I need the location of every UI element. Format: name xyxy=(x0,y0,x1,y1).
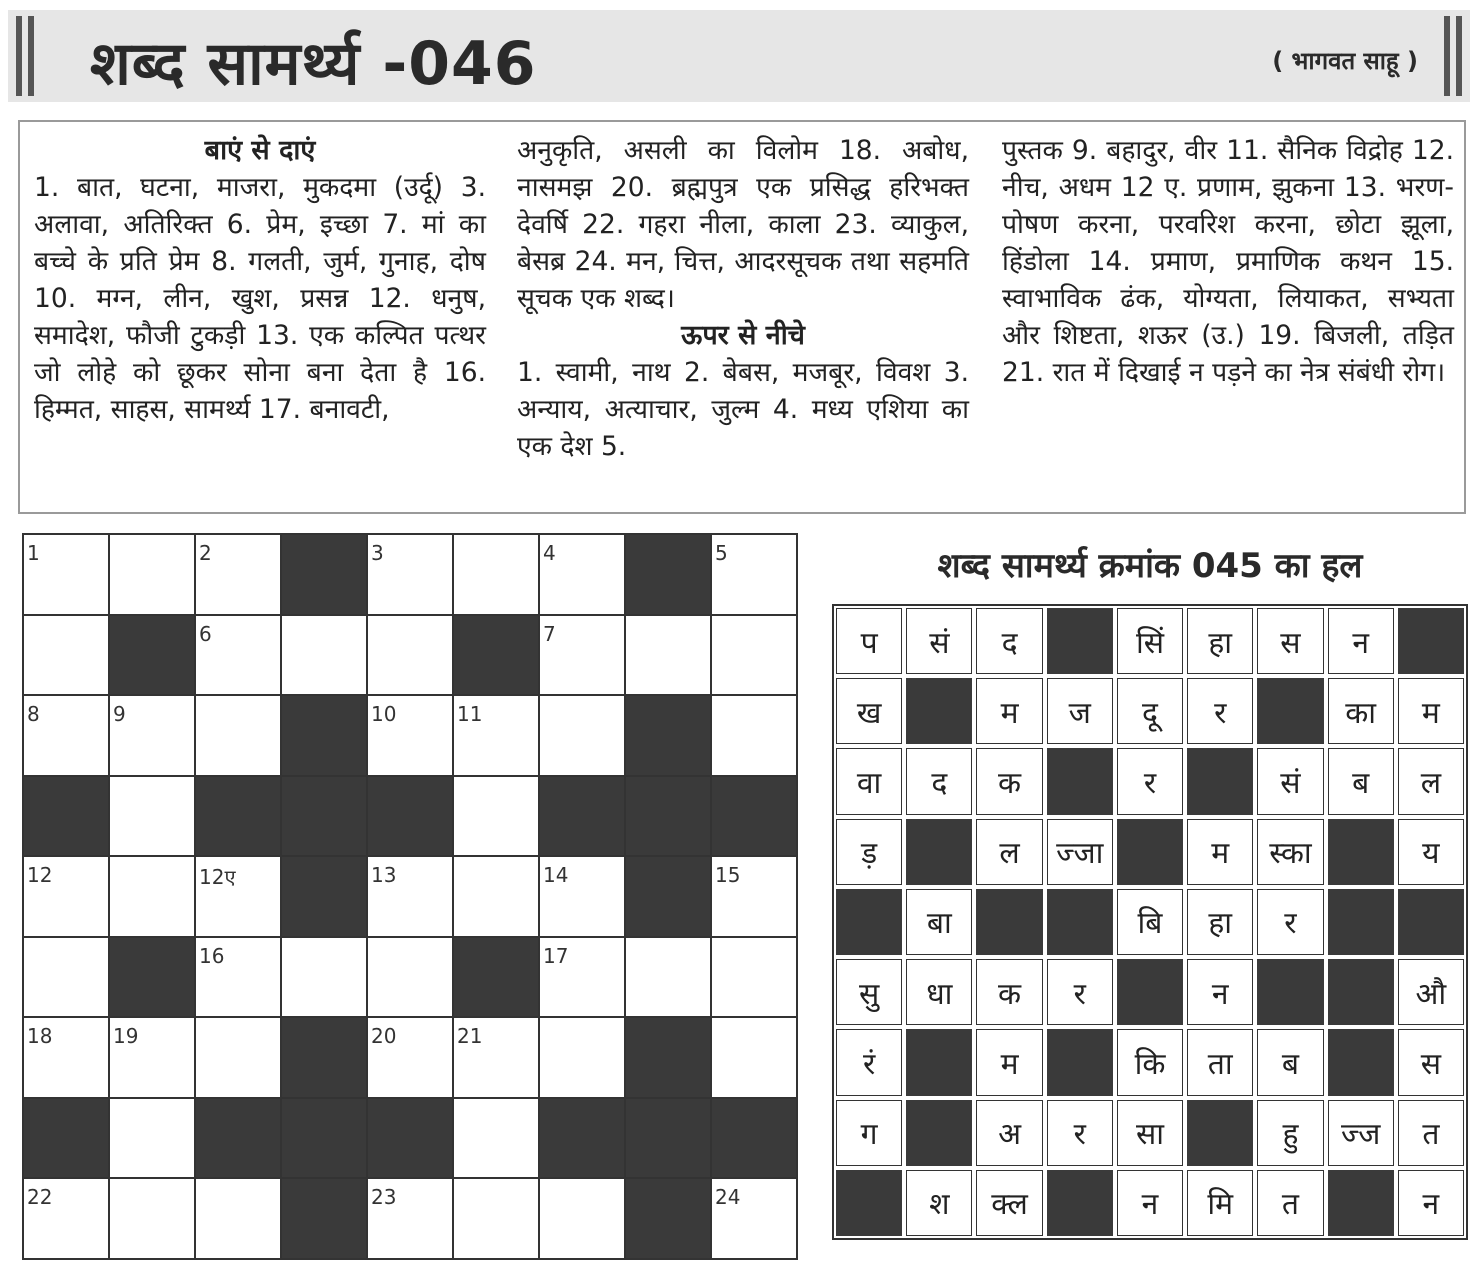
grid-cell[interactable] xyxy=(196,1179,280,1258)
solution-cell: न xyxy=(1117,1170,1183,1236)
grid-cell[interactable] xyxy=(712,696,796,775)
grid-cell-black xyxy=(540,777,624,856)
header-bar-left-inner xyxy=(28,16,34,96)
clue-number: 16 xyxy=(199,943,225,968)
grid-cell-black xyxy=(626,1179,710,1258)
solution-cell-black xyxy=(976,889,1042,955)
solution-cell-black xyxy=(1117,819,1183,885)
grid-cell-black xyxy=(626,696,710,775)
grid-cell-black xyxy=(196,777,280,856)
solution-cell: म xyxy=(976,1029,1042,1095)
clue-number: 13 xyxy=(371,863,397,888)
solution-cell: दू xyxy=(1117,678,1183,744)
grid-cell[interactable] xyxy=(24,1018,108,1097)
grid-cell-black xyxy=(454,616,538,695)
solution-cell: ब xyxy=(1257,1029,1323,1095)
grid-cell[interactable] xyxy=(712,938,796,1017)
solution-cell: क्ल xyxy=(976,1170,1042,1236)
solution-cell: हु xyxy=(1257,1100,1323,1166)
solution-cell: रं xyxy=(836,1029,902,1095)
grid-cell[interactable] xyxy=(110,777,194,856)
grid-cell[interactable] xyxy=(110,535,194,614)
grid-cell-black xyxy=(282,1099,366,1178)
clues-column-2 xyxy=(517,132,969,465)
solution-cell: सा xyxy=(1117,1100,1183,1166)
grid-cell[interactable] xyxy=(368,1018,452,1097)
header-bar-right xyxy=(1456,16,1462,96)
clue-number: 24 xyxy=(715,1185,741,1210)
across-clues-text: 1. बात, घटना, माजरा, मुकदमा (उर्दू) 3. अलावा, अतिरिक्त 6. प्रेम, इच्छा 7. मां का बच्चे के प्रति प्रेम 8. गलती, जुर्म, गुनाह, दोष 10. मग्न, लीन, खुश, प्रसन्न 12. धनुष, समादेश, फौजी टुकड़ी 13. एक कल्पित पत्थर जो लोहे को छूकर सोना बना देता है 16. हिम्मत, साहस, सामर्थ्य 17. बनावटी, xyxy=(34,172,486,425)
grid-cell-black xyxy=(454,938,538,1017)
solution-cell: अ xyxy=(976,1100,1042,1166)
grid-cell[interactable] xyxy=(540,938,624,1017)
grid-cell[interactable] xyxy=(540,1018,624,1097)
grid-cell[interactable] xyxy=(712,1018,796,1097)
solution-grid xyxy=(832,604,1468,1240)
grid-cell[interactable] xyxy=(196,535,280,614)
grid-cell-black xyxy=(110,938,194,1017)
grid-cell-black xyxy=(626,857,710,936)
solution-cell: औ xyxy=(1398,959,1464,1025)
solution-cell-black xyxy=(906,819,972,885)
grid-cell[interactable] xyxy=(110,1179,194,1258)
clue-number: 4 xyxy=(543,541,556,565)
clue-number: 5 xyxy=(715,541,728,565)
grid-cell-black xyxy=(626,1099,710,1178)
clues-column-1 xyxy=(34,132,486,428)
solution-cell-black xyxy=(1047,1170,1113,1236)
grid-cell[interactable] xyxy=(196,938,280,1017)
solution-cell: प xyxy=(836,608,902,674)
solution-cell: त xyxy=(1257,1170,1323,1236)
solution-cell: श xyxy=(906,1170,972,1236)
grid-cell-black xyxy=(368,1099,452,1178)
solution-cell: सु xyxy=(836,959,902,1025)
solution-cell: म xyxy=(976,678,1042,744)
solution-cell: म xyxy=(1187,819,1253,885)
clue-number: 22 xyxy=(27,1185,53,1210)
solution-cell: हा xyxy=(1187,608,1253,674)
solution-title: शब्द सामर्थ्य क्रमांक 045 का हल xyxy=(937,546,1363,586)
solution-cell: स xyxy=(1398,1029,1464,1095)
author-credit: ( भागवत साहू ) xyxy=(1272,47,1418,75)
grid-cell-black xyxy=(282,777,366,856)
grid-cell[interactable] xyxy=(712,535,796,614)
grid-cell-black xyxy=(626,535,710,614)
grid-cell[interactable] xyxy=(540,857,624,936)
grid-cell[interactable] xyxy=(110,1099,194,1178)
across-heading: बाएं से दाएं xyxy=(204,135,316,166)
grid-cell[interactable] xyxy=(540,535,624,614)
down-heading: ऊपर से नीचे xyxy=(681,320,805,351)
grid-cell[interactable] xyxy=(196,696,280,775)
clue-number: 12ए xyxy=(199,865,236,890)
grid-cell[interactable] xyxy=(454,857,538,936)
grid-cell[interactable] xyxy=(110,857,194,936)
grid-cell-black xyxy=(24,777,108,856)
grid-cell[interactable] xyxy=(196,1018,280,1097)
grid-cell[interactable] xyxy=(368,857,452,936)
grid-cell[interactable] xyxy=(712,857,796,936)
clue-number: 1 xyxy=(27,541,40,565)
solution-cell-black xyxy=(1187,1100,1253,1166)
solution-cell-black xyxy=(906,1029,972,1095)
solution-cell: धा xyxy=(906,959,972,1025)
solution-cell-black xyxy=(1187,748,1253,814)
clue-number: 6 xyxy=(199,621,212,646)
clue-number: 19 xyxy=(113,1024,139,1049)
clue-number: 7 xyxy=(543,621,556,646)
crossword-grid xyxy=(22,533,798,1260)
clue-number: 11 xyxy=(457,702,483,727)
solution-cell: म xyxy=(1398,678,1464,744)
solution-cell: मि xyxy=(1187,1170,1253,1236)
solution-cell-black xyxy=(1328,959,1394,1025)
grid-cell[interactable] xyxy=(712,1179,796,1258)
solution-cell: न xyxy=(1187,959,1253,1025)
solution-cell: त xyxy=(1398,1100,1464,1166)
solution-cell: बि xyxy=(1117,889,1183,955)
clue-number: 21 xyxy=(457,1024,483,1049)
solution-cell: क xyxy=(976,748,1042,814)
solution-cell-black xyxy=(1328,819,1394,885)
grid-cell[interactable] xyxy=(196,616,280,695)
solution-cell: बा xyxy=(906,889,972,955)
solution-cell: क xyxy=(976,959,1042,1025)
page-title: शब्द सामर्थ्य -046 xyxy=(90,29,537,99)
solution-cell: न xyxy=(1398,1170,1464,1236)
grid-cell[interactable] xyxy=(454,1179,538,1258)
grid-cell-black xyxy=(282,857,366,936)
solution-cell: ज्ज xyxy=(1328,1100,1394,1166)
grid-cell[interactable] xyxy=(368,616,452,695)
grid-cell[interactable] xyxy=(454,696,538,775)
grid-cell[interactable] xyxy=(368,696,452,775)
clue-number: 9 xyxy=(113,702,126,727)
solution-cell: हा xyxy=(1187,889,1253,955)
grid-cell[interactable] xyxy=(282,616,366,695)
grid-cell[interactable] xyxy=(454,777,538,856)
solution-cell-black xyxy=(1257,678,1323,744)
solution-cell-black xyxy=(836,1170,902,1236)
solution-cell: वा xyxy=(836,748,902,814)
solution-cell-black xyxy=(1398,608,1464,674)
clue-number: 17 xyxy=(543,943,569,968)
solution-cell-black xyxy=(1117,959,1183,1025)
clue-number: 20 xyxy=(371,1024,397,1049)
solution-cell: ख xyxy=(836,678,902,744)
grid-cell[interactable] xyxy=(540,1179,624,1258)
grid-cell[interactable] xyxy=(540,616,624,695)
clue-number: 12 xyxy=(27,863,53,888)
grid-cell-black xyxy=(282,1179,366,1258)
solution-cell: ल xyxy=(1398,748,1464,814)
solution-cell: ब xyxy=(1328,748,1394,814)
grid-cell-black xyxy=(282,535,366,614)
solution-cell-black xyxy=(1047,889,1113,955)
grid-cell[interactable] xyxy=(626,938,710,1017)
solution-cell-black xyxy=(906,1100,972,1166)
across-clues-continued: अनुकृति, असली का विलोम 18. अबोध, नासमझ 20. ब्रह्मपुत्र एक प्रसिद्ध हरिभक्त देवर्षि 22. गहरा नीला, काला 23. व्याकुल, बेसब्र 24. मन, चित्त, आदरसूचक तथा सहमति सूचक एक शब्द। xyxy=(517,135,969,314)
clue-number: 2 xyxy=(199,541,212,565)
grid-cell[interactable] xyxy=(368,938,452,1017)
grid-cell[interactable] xyxy=(24,535,108,614)
grid-cell[interactable] xyxy=(196,857,280,936)
solution-cell: य xyxy=(1398,819,1464,885)
grid-cell-black xyxy=(282,696,366,775)
solution-cell: र xyxy=(1117,748,1183,814)
grid-cell[interactable] xyxy=(24,857,108,936)
solution-cell: द xyxy=(976,608,1042,674)
grid-cell[interactable] xyxy=(626,616,710,695)
grid-cell-black xyxy=(24,1099,108,1178)
solution-cell: ग xyxy=(836,1100,902,1166)
grid-cell[interactable] xyxy=(24,616,108,695)
solution-cell: र xyxy=(1257,889,1323,955)
solution-cell: ज xyxy=(1047,678,1113,744)
solution-cell-black xyxy=(1398,889,1464,955)
grid-cell-black xyxy=(712,1099,796,1178)
clue-number: 3 xyxy=(371,541,384,565)
solution-cell: कि xyxy=(1117,1029,1183,1095)
header-banner xyxy=(8,10,1470,102)
solution-cell-black xyxy=(1047,608,1113,674)
clues-box xyxy=(18,120,1466,514)
grid-cell[interactable] xyxy=(454,535,538,614)
grid-cell[interactable] xyxy=(454,1018,538,1097)
solution-cell: र xyxy=(1047,1100,1113,1166)
grid-cell[interactable] xyxy=(24,1179,108,1258)
solution-cell: ड़ xyxy=(836,819,902,885)
solution-cell: का xyxy=(1328,678,1394,744)
down-clues-text: 1. स्वामी, नाथ 2. बेबस, मजबूर, विवश 3. अन्याय, अत्याचार, जुल्म 4. मध्य एशिया का एक देश 5. xyxy=(517,357,969,462)
grid-cell-black xyxy=(196,1099,280,1178)
grid-cell[interactable] xyxy=(540,696,624,775)
grid-cell-black xyxy=(540,1099,624,1178)
solution-cell: र xyxy=(1187,678,1253,744)
solution-cell-black xyxy=(1328,889,1394,955)
solution-cell-black xyxy=(836,889,902,955)
solution-cell: र xyxy=(1047,959,1113,1025)
solution-cell: द xyxy=(906,748,972,814)
grid-cell[interactable] xyxy=(282,938,366,1017)
down-clues-continued: पुस्तक 9. बहादुर, वीर 11. सैनिक विद्रोह 12. नीच, अधम 12 ए. प्रणाम, झुकना 13. भरण-पोषण करना, परवरिश करना, छोटा झूला, हिंडोला 14. प्रमाण, प्रमाणिक कथन 15. स्वाभाविक ढंक, योग्यता, लियाकत, सभ्यता और शिष्टता, शऊर (उ.) 19. बिजली, तड़ित 21. रात में दिखाई न पड़ने का नेत्र संबंधी रोग। xyxy=(1002,135,1454,388)
grid-cell[interactable] xyxy=(110,696,194,775)
clues-column-3 xyxy=(1002,132,1454,391)
solution-cell-black xyxy=(906,678,972,744)
solution-cell: सं xyxy=(906,608,972,674)
solution-cell-black xyxy=(1047,748,1113,814)
grid-cell[interactable] xyxy=(454,1099,538,1178)
grid-cell[interactable] xyxy=(368,1179,452,1258)
grid-cell-black xyxy=(110,616,194,695)
solution-cell-black xyxy=(1047,1029,1113,1095)
clue-number: 23 xyxy=(371,1185,397,1210)
grid-cell[interactable] xyxy=(24,696,108,775)
solution-cell-black xyxy=(1257,959,1323,1025)
header-bar-left xyxy=(16,16,22,96)
solution-cell: सिं xyxy=(1117,608,1183,674)
grid-cell[interactable] xyxy=(110,1018,194,1097)
solution-cell: ज्जा xyxy=(1047,819,1113,885)
header-bar-right-inner xyxy=(1444,16,1450,96)
grid-cell[interactable] xyxy=(368,535,452,614)
clue-number: 10 xyxy=(371,702,397,727)
grid-cell-black xyxy=(368,777,452,856)
clue-number: 15 xyxy=(715,863,741,888)
grid-cell[interactable] xyxy=(24,938,108,1017)
solution-cell: स्का xyxy=(1257,819,1323,885)
solution-cell: ल xyxy=(976,819,1042,885)
grid-cell[interactable] xyxy=(712,616,796,695)
grid-cell-black xyxy=(282,1018,366,1097)
solution-cell: स xyxy=(1257,608,1323,674)
solution-cell: ता xyxy=(1187,1029,1253,1095)
grid-cell-black xyxy=(712,777,796,856)
solution-cell: सं xyxy=(1257,748,1323,814)
solution-cell-black xyxy=(1328,1170,1394,1236)
solution-cell-black xyxy=(1328,1029,1394,1095)
clue-number: 8 xyxy=(27,702,40,727)
clue-number: 18 xyxy=(27,1024,53,1049)
grid-cell-black xyxy=(626,1018,710,1097)
clue-number: 14 xyxy=(543,863,569,888)
solution-cell: न xyxy=(1328,608,1394,674)
grid-cell-black xyxy=(626,777,710,856)
